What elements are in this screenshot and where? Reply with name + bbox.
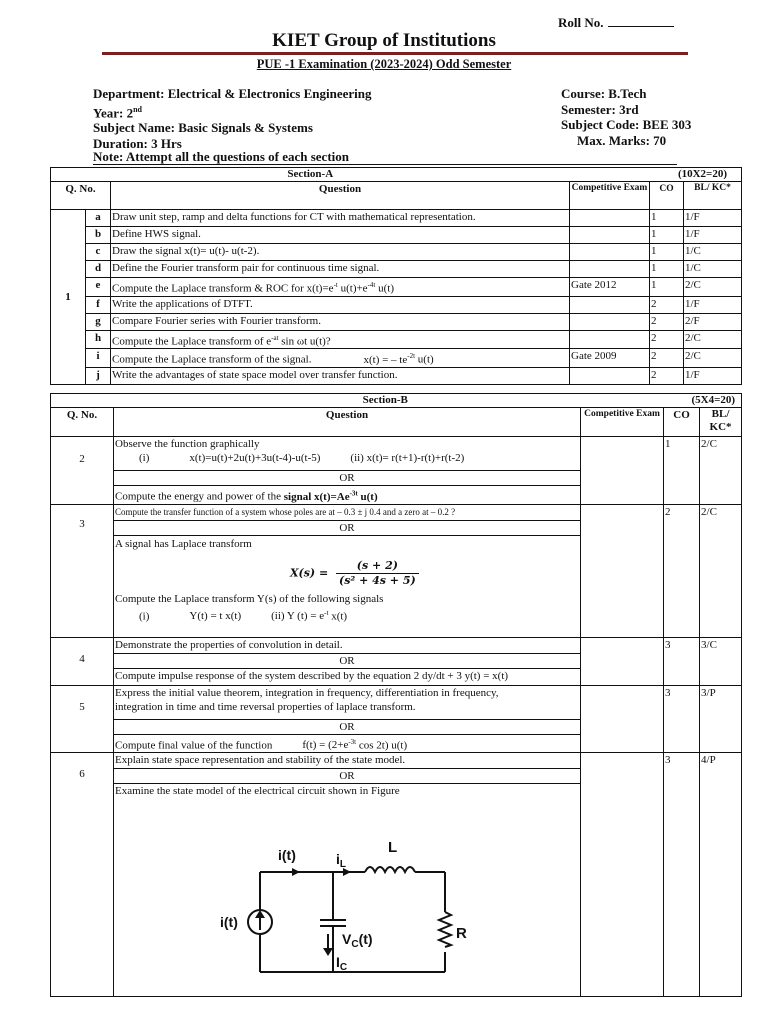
co-cell: 1 bbox=[650, 210, 684, 227]
title-divider bbox=[102, 52, 688, 55]
question-text: Define HWS signal. bbox=[111, 227, 570, 244]
item-label: d bbox=[86, 261, 111, 278]
subject-name: Subject Name: Basic Signals & Systems bbox=[93, 120, 313, 136]
bl-cell: 1/F bbox=[684, 227, 742, 244]
or-separator: OR bbox=[114, 719, 581, 734]
or-separator: OR bbox=[114, 471, 581, 486]
exam-cell: Gate 2012 bbox=[570, 278, 650, 297]
rlc-circuit-diagram bbox=[220, 802, 480, 992]
co-cell: 2 bbox=[650, 367, 684, 384]
label-R: R bbox=[456, 925, 467, 943]
department: Department: Electrical & Electronics Engineering bbox=[93, 86, 372, 101]
item-label: f bbox=[86, 296, 111, 313]
bl-cell: 3/C bbox=[700, 637, 742, 685]
institution-title: KIET Group of Institutions bbox=[272, 30, 496, 51]
question-text: Draw unit step, ramp and delta functions for CT with mathematical representation. bbox=[111, 210, 570, 227]
exam-cell bbox=[570, 313, 650, 330]
or-separator: OR bbox=[114, 520, 581, 535]
section-a-table bbox=[50, 167, 742, 385]
bl-cell: 1/F bbox=[684, 367, 742, 384]
section-b-title: Section-B bbox=[51, 394, 581, 408]
item-label: c bbox=[86, 244, 111, 261]
bl-cell: 2/C bbox=[684, 349, 742, 368]
label-il: $i_L$ bbox=[336, 851, 346, 871]
roll-number: Roll No. bbox=[558, 15, 674, 31]
question-number: 4 bbox=[51, 637, 114, 685]
col-qno: Q. No. bbox=[51, 408, 114, 437]
co-cell: 2 bbox=[664, 504, 700, 637]
bl-cell: 2/C bbox=[684, 278, 742, 297]
col-exam: Competitive Exam bbox=[570, 182, 650, 210]
section-b-marks: (5X4=20) bbox=[581, 394, 742, 408]
item-label: i bbox=[86, 349, 111, 368]
section-a-title: Section-A bbox=[51, 168, 570, 182]
label-it-top: i(t) bbox=[278, 847, 296, 864]
section-a-marks: (10X2=20) bbox=[570, 168, 742, 182]
exam-cell bbox=[581, 504, 664, 637]
exam-title: PUE -1 Examination (2023-2024) Odd Semester bbox=[256, 57, 512, 71]
co-cell: 1 bbox=[664, 437, 700, 505]
exam-cell bbox=[581, 685, 664, 753]
question-text: Compute the Laplace transform of the signal. x(t) = – $te^{-2t}$ u(t) bbox=[111, 349, 570, 368]
col-bl: BL/ KC* bbox=[700, 408, 742, 437]
co-cell: 2 bbox=[650, 296, 684, 313]
question-text: Define the Fourier transform pair for continuous time signal. bbox=[111, 261, 570, 278]
item-label: e bbox=[86, 278, 111, 297]
bl-cell: 2/C bbox=[684, 330, 742, 349]
question-text: Compute the transfer function of a system whose poles are at – 0.3 ± j 0.4 and a zero at – 0.2 ? bbox=[114, 504, 581, 520]
co-cell: 1 bbox=[650, 227, 684, 244]
question-text: Write the advantages of state space model over transfer function. bbox=[111, 367, 570, 384]
item-label: g bbox=[86, 313, 111, 330]
course: Course: B.Tech bbox=[561, 86, 647, 101]
item-label: h bbox=[86, 330, 111, 349]
exam-cell bbox=[570, 367, 650, 384]
co-cell: 2 bbox=[650, 313, 684, 330]
semester: Semester: 3rd bbox=[561, 101, 639, 117]
exam-cell bbox=[570, 296, 650, 313]
laplace-formula: X(s) = $\frac{(s + 2)}{\text{(s² + 4s + 5)}}$ bbox=[290, 559, 579, 588]
question-text: Express the initial value theorem, integration in frequency, differentiation in frequency, integration in time and time reversal properties of laplace transform. bbox=[114, 685, 581, 719]
co-cell: 3 bbox=[664, 753, 700, 997]
subject-code: Subject Code: BEE 303 bbox=[561, 117, 692, 132]
or-separator: OR bbox=[114, 653, 581, 668]
label-ic: $I_C$ bbox=[336, 954, 348, 974]
bl-cell: 2/C bbox=[700, 504, 742, 637]
co-cell: 1 bbox=[650, 278, 684, 297]
question-text-alt: A signal has Laplace transform X(s) = $\frac{(s + 2)}{\text{(s² + 4s + 5)}}$ Compute the Laplace transform Y(s) of the following signals (i) Y(t) = t x(t) (ii) Y $(t) = e^{-t}$ x(t) bbox=[114, 535, 581, 637]
question-text-alt: Examine the state model of the electrical circuit shown in Figure i(t) $i_L$ L i(t) $V_C(t)$ $I_C$ R bbox=[114, 784, 581, 997]
bl-cell: 2/F bbox=[684, 313, 742, 330]
question-text: Write the applications of DTFT. bbox=[111, 296, 570, 313]
or-separator: OR bbox=[114, 769, 581, 784]
question-text-alt: Compute impulse response of the system described by the equation 2 dy/dt + 3 y(t) = x(t) bbox=[114, 668, 581, 685]
bl-cell: 1/F bbox=[684, 210, 742, 227]
question-text: Explain state space representation and stability of the state model. bbox=[114, 753, 581, 769]
bl-cell: 4/P bbox=[700, 753, 742, 997]
question-text: Compare Fourier series with Fourier transform. bbox=[111, 313, 570, 330]
year: Year: 2nd bbox=[93, 104, 142, 120]
resistor bbox=[439, 912, 451, 947]
item-label: j bbox=[86, 367, 111, 384]
co-cell: 2 bbox=[650, 330, 684, 349]
max-marks: Max. Marks: 70 bbox=[577, 132, 667, 148]
exam-cell bbox=[570, 227, 650, 244]
label-L: L bbox=[388, 839, 398, 857]
inductor bbox=[365, 867, 415, 872]
exam-cell bbox=[570, 210, 650, 227]
col-qno: Q. No. bbox=[51, 182, 111, 210]
exam-cell bbox=[581, 753, 664, 997]
duration: Duration: 3 Hrs bbox=[93, 135, 182, 151]
question-number: 3 bbox=[51, 504, 114, 637]
exam-cell: Gate 2009 bbox=[570, 349, 650, 368]
col-co: CO bbox=[650, 182, 684, 210]
question-number: 2 bbox=[51, 437, 114, 505]
co-cell: 1 bbox=[650, 244, 684, 261]
current-arrow-icon bbox=[292, 868, 300, 876]
col-question: Question bbox=[111, 182, 570, 210]
bl-cell: 1/F bbox=[684, 296, 742, 313]
question-text-alt: Compute final value of the function $f(t) = (2+e^{-3t}$ cos 2t) u(t) bbox=[114, 734, 581, 753]
exam-cell bbox=[581, 637, 664, 685]
col-bl: BL/ KC* bbox=[684, 182, 742, 210]
exam-cell bbox=[570, 261, 650, 278]
col-co: CO bbox=[664, 408, 700, 437]
col-exam: Competitive Exam bbox=[581, 408, 664, 437]
label-source: i(t) bbox=[220, 914, 238, 931]
exam-cell bbox=[581, 437, 664, 505]
question-text: Compute the Laplace transform of $e^{-at}$ sin ωt u(t)? bbox=[111, 330, 570, 349]
question-number: 5 bbox=[51, 685, 114, 753]
item-label: b bbox=[86, 227, 111, 244]
meta-left bbox=[93, 86, 371, 151]
col-question: Question bbox=[114, 408, 581, 437]
co-cell: 1 bbox=[650, 261, 684, 278]
bl-cell: 2/C bbox=[700, 437, 742, 505]
question-text: Draw the signal x(t)= u(t)- u(t-2). bbox=[111, 244, 570, 261]
question-text: Demonstrate the properties of convolution in detail. bbox=[114, 637, 581, 653]
cap-current-arrow-icon bbox=[323, 948, 333, 956]
question-number: 1 bbox=[51, 210, 86, 385]
co-cell: 3 bbox=[664, 685, 700, 753]
item-label: a bbox=[86, 210, 111, 227]
bl-cell: 1/C bbox=[684, 261, 742, 278]
roll-number-blank bbox=[608, 15, 674, 27]
question-text: Observe the function graphically (i) x(t)=u(t)+2u(t)+3u(t-4)-u(t-5) (ii) x(t)= r(t+1)-r(t)+r(t-2) bbox=[114, 437, 581, 471]
co-cell: 3 bbox=[664, 637, 700, 685]
exam-cell bbox=[570, 330, 650, 349]
label-vc: $V_C(t)$ bbox=[342, 931, 373, 951]
bl-cell: 3/P bbox=[700, 685, 742, 753]
question-text: Compute the Laplace transform & ROC for $x(t)=e^{-t}$ $u(t)+e^{-4t}$ u(t) bbox=[111, 278, 570, 297]
co-cell: 2 bbox=[650, 349, 684, 368]
section-b-table bbox=[50, 393, 742, 997]
instructions-note: Note: Attempt all the questions of each section bbox=[93, 150, 677, 165]
meta-right bbox=[561, 86, 691, 148]
bl-cell: 1/C bbox=[684, 244, 742, 261]
question-text-alt: Compute the energy and power of the signal $x(t)=Ae^{-3t}$ u(t) bbox=[114, 486, 581, 505]
question-number: 6 bbox=[51, 753, 114, 997]
exam-cell bbox=[570, 244, 650, 261]
